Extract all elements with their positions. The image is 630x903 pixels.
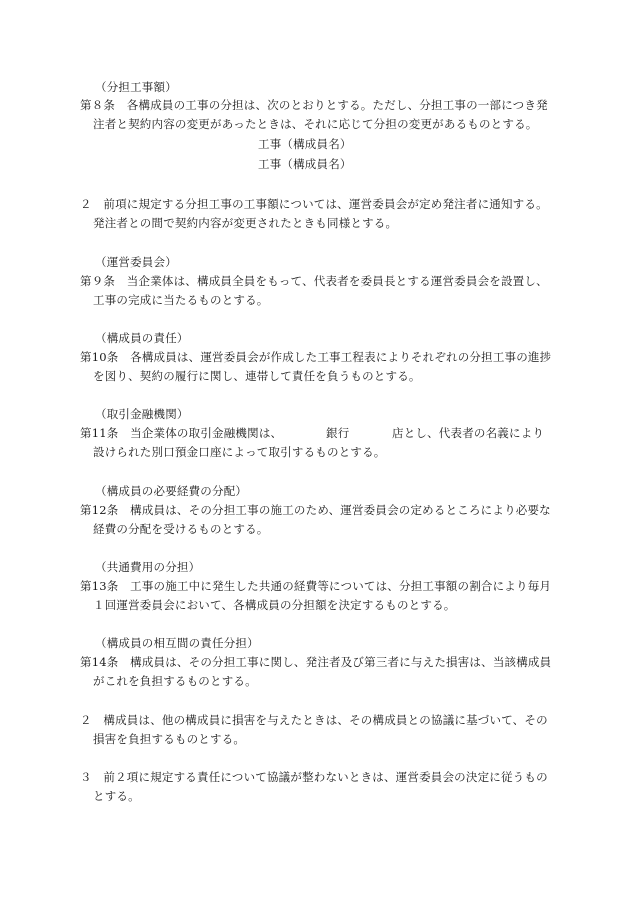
article-14-para3-line-1: ３ 前２項に規定する責任について協議が整わないときは、運営委員会の決定に従うもの (80, 770, 548, 784)
article-8-para2-line-2: 発注者との間で契約内容が変更されたときも同様とする。 (93, 216, 398, 230)
article-12-line-2: 経費の分配を受けるものとする。 (93, 522, 269, 536)
heading-article-13: （共通費用の分担） (95, 560, 201, 574)
article-14-para2-line-2: 損害を負担するものとする。 (93, 732, 246, 746)
article-14-para2-line-1: ２ 構成員は、他の構成員に損害を与えたときは、その構成員との協議に基づいて、その (80, 713, 548, 727)
article-10-line-2: を図り、契約の履行に関し、連帯して責任を負うものとする。 (93, 369, 421, 383)
heading-article-14: （構成員の相互間の責任分担） (95, 636, 259, 650)
heading-article-9: （運営委員会） (95, 255, 177, 269)
heading-article-10: （構成員の責任） (95, 331, 189, 345)
heading-article-8: （分担工事額） (95, 80, 177, 94)
article-14-para3-line-2: とする。 (93, 789, 140, 803)
article-11-bank-label: 銀行 (326, 426, 350, 440)
heading-article-12: （構成員の必要経費の分配） (95, 484, 248, 498)
article-11-line-1-part-1: 第11条 当企業体の取引金融機関は、 (80, 426, 283, 440)
article-8-line-2: 注者と契約内容の変更があったときは、それに応じて分担の変更があるものとする。 (93, 117, 538, 131)
article-8-item-1: 工事（構成員名） (258, 137, 352, 151)
article-8-para2-line-1: ２ 前項に規定する分担工事の工事額については、運営委員会が定め発注者に通知する。 (80, 197, 548, 211)
article-12-line-1: 第12条 構成員は、その分担工事の施工のため、運営委員会の定めるところにより必要な (80, 503, 551, 517)
article-11-line-1-part-3: 店とし、代表者の名義により (392, 426, 545, 440)
article-8-line-1: 第８条 各構成員の工事の分担は、次のとおりとする。ただし、分担工事の一部につき発 (80, 98, 548, 112)
article-14-line-2: がこれを負担するものとする。 (93, 674, 257, 688)
heading-article-11: （取引金融機関） (95, 407, 189, 421)
article-10-line-1: 第10条 各構成員は、運営委員会が作成した工事工程表によりそれぞれの分担工事の進捗 (80, 350, 552, 364)
article-11-line-2: 設けられた別口預金口座によって取引するものとする。 (93, 445, 386, 459)
article-9-line-2: 工事の完成に当たるものとする。 (93, 293, 269, 307)
article-14-line-1: 第14条 構成員は、その分担工事に関し、発注者及び第三者に与えた損害は、当該構成員 (80, 655, 552, 669)
article-13-line-1: 第13条 工事の施工中に発生した共通の経費等については、分担工事額の割合により毎月 (80, 579, 552, 593)
article-13-line-2: １回運営委員会において、各構成員の分担額を決定するものとする。 (93, 598, 456, 612)
article-9-line-1: 第９条 当企業体は、構成員全員をもって、代表者を委員長とする運営委員会を設置し、 (80, 274, 548, 288)
article-8-item-2: 工事（構成員名） (258, 157, 352, 171)
